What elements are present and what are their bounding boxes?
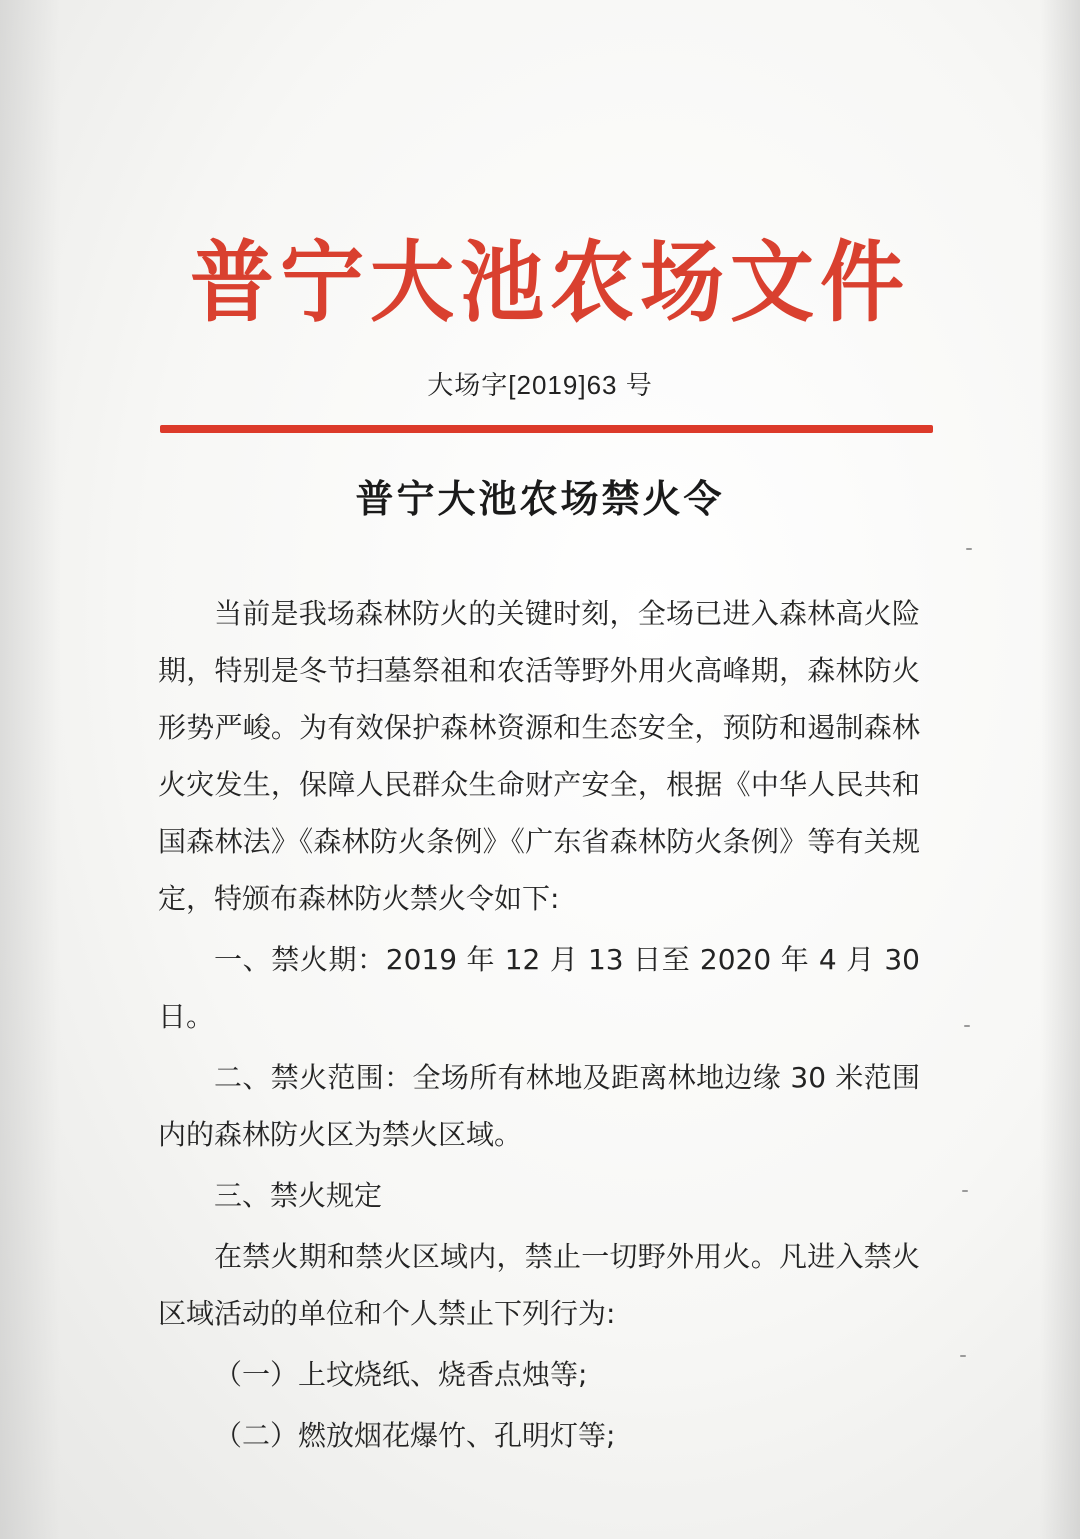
page-edge-shadow-right bbox=[1040, 0, 1080, 1539]
document-number: 大场字[2019]63 号 bbox=[427, 370, 653, 400]
org-header-title: 普宁大池农场文件 bbox=[189, 229, 910, 334]
document-body bbox=[158, 585, 920, 1464]
paper-speck bbox=[964, 1025, 970, 1027]
page-edge-shadow-left bbox=[0, 0, 60, 1539]
section-fire-ban-period: 一、禁火期：2019 年 12 月 13 日至 2020 年 4 月 30 日。 bbox=[158, 943, 920, 1033]
paper-speck bbox=[960, 1355, 966, 1357]
rule-item-1: （一）上坟烧纸、烧香点烛等; bbox=[214, 1358, 588, 1391]
document-title: 普宁大池农场禁火令 bbox=[355, 476, 725, 521]
rules-paragraph: 在禁火期和禁火区域内，禁止一切野外用火。凡进入禁火区域活动的单位和个人禁止下列行为: bbox=[158, 1240, 920, 1330]
red-divider-line bbox=[160, 425, 933, 433]
paper-speck bbox=[962, 1190, 968, 1192]
paper-speck bbox=[966, 548, 972, 550]
rule-item-2: （二）燃放烟花爆竹、孔明灯等; bbox=[214, 1419, 616, 1452]
section-fire-ban-rules-heading: 三、禁火规定 bbox=[214, 1179, 383, 1212]
intro-paragraph: 当前是我场森林防火的关键时刻，全场已进入森林高火险期，特别是冬节扫墓祭祖和农活等野外用火高峰期，森林防火形势严峻。为有效保护森林资源和生态安全，预防和遏制森林火灾发生，保障人民群众生命财产安全，根据《中华人民共和国森林法》《森林防火条例》《广东省森林防火条例》等有关规定，特颁布森林防火禁火令如下: bbox=[158, 597, 920, 915]
section-fire-ban-scope: 二、禁火范围：全场所有林地及距离林地边缘 30 米范围内的森林防火区为禁火区域。 bbox=[158, 1061, 920, 1151]
